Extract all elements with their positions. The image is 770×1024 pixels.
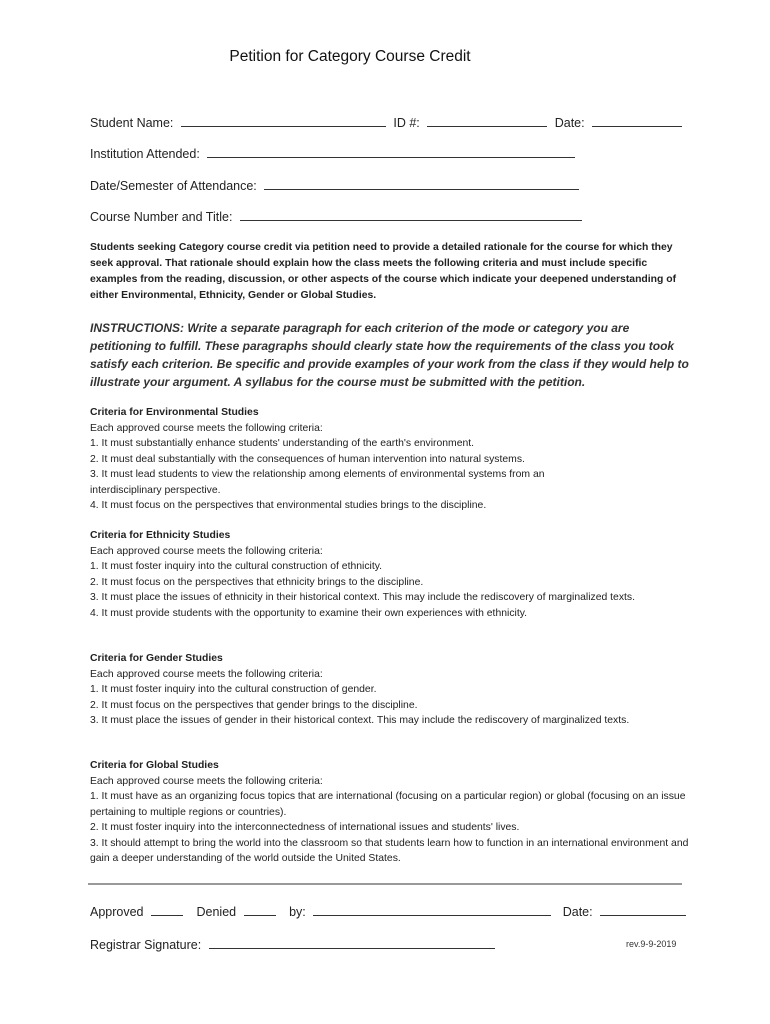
semester-label: Date/Semester of Attendance: [90,179,257,193]
denied-label: Denied [196,905,237,919]
approval-date-field[interactable] [600,903,686,916]
list-item: 2. It must foster inquiry into the interconnectedness of international issues and students' lives. [90,822,520,833]
list-item: 1. It must foster inquiry into the cultural construction of ethnicity. [90,561,383,572]
list-item: 1. It must substantially enhance students' understanding of the earth's environment. [90,438,475,449]
date-label: Date: [554,116,585,130]
by-field[interactable] [313,903,551,916]
list-item: 2. It must focus on the perspectives that gender brings to the discipline. [90,699,418,711]
criteria-heading: Criteria for Ethnicity Studies [90,530,231,541]
list-item: 1. It must have as an organizing focus topics that are international (focusing on a particular region) or global (focusing on an issue pertaining to multiple regions or countries). [90,791,686,818]
criteria-heading: Criteria for Global Studies [90,760,219,771]
by-label: by: [289,905,306,919]
registrar-label: Registrar Signature: [90,938,202,952]
syllabus-note: A syllabus for the course must be submitted with the petition. [233,375,586,389]
list-item: 2. It must focus on the perspectives that ethnicity brings to the discipline. [90,576,424,588]
criteria-heading: Criteria for Gender Studies [90,653,223,664]
list-item: 3. It must place the issues of ethnicity in their historical context. This may include the rediscovery of marginalized texts. [90,592,635,603]
student-name-field[interactable] [181,114,386,127]
semester-field[interactable] [264,177,579,190]
list-item: 2. It must deal substantially with the consequences of human intervention into natural systems. [90,453,525,465]
criteria-intro: Each approved course meets the following criteria: [90,545,323,557]
instructions-body: Write a separate paragraph for each criterion of the mode or category you are petitioning to fulfill. These paragraphs should clearly state how the requirements of the class you took satisfy each criterion. Be specific and provide examples of your work from the class if they would help to illustrate your argument. [90,321,689,389]
list-item: 3. It must lead students to view the relationship among elements of environmental systems from an interdisciplinary perspective. [90,469,545,496]
course-label: Course Number and Title: [90,210,233,224]
list-item: 4. It must focus on the perspectives that environmental studies brings to the discipline. [90,500,487,511]
approval-row [90,903,690,919]
registrar-row [90,936,499,952]
institution-label: Institution Attended: [90,147,200,161]
id-field[interactable] [427,114,547,127]
course-row [90,208,586,224]
list-item: 3. It must place the issues of gender in their historical context. This may include the rediscovery of marginalized texts. [90,715,630,726]
criteria-intro: Each approved course meets the following criteria: [90,422,323,434]
id-label: ID #: [393,116,420,130]
list-item: 4. It must provide students with the opportunity to examine their own experiences with ethnicity. [90,607,528,619]
student-name-label: Student Name: [90,116,174,130]
instructions-label: INSTRUCTIONS: [90,321,184,335]
instructions-paragraph [90,319,690,391]
criteria-intro: Each approved course meets the following criteria: [90,668,323,680]
approved-field[interactable] [151,903,183,916]
approved-label: Approved [90,905,144,919]
list-item: 1. It must foster inquiry into the cultural construction of gender. [90,684,377,695]
criteria-gender [90,651,690,729]
criteria-intro: Each approved course meets the following criteria: [90,775,323,787]
semester-row [90,177,583,193]
course-field[interactable] [240,208,582,221]
revision-note: rev.9-9-2019 [626,939,677,949]
criteria-heading: Criteria for Environmental Studies [90,407,259,418]
institution-row [90,145,579,161]
intro-paragraph: Students seeking Category course credit via petition need to provide a detailed rationale for the course for which they seek approval. That rationale should explain how the class meets the following criteria and must include specific examples from the reading, discussion, or other aspects of the course which indicate your deepened understanding of either Environmental, Ethnicity, Gender or Global Studies. [90,242,677,301]
list-item: 3. It should attempt to bring the world into the classroom so that students learn how to function in an international environment and gain a deeper understanding of the world outside the United States. [90,837,689,864]
date-field[interactable] [592,114,682,127]
criteria-global [90,758,690,867]
approval-date-label: Date: [562,905,593,919]
institution-field[interactable] [207,145,575,158]
student-info-row [90,114,686,130]
registrar-signature-field[interactable] [209,936,495,949]
denied-field[interactable] [244,903,276,916]
criteria-ethnicity [90,528,690,621]
divider [88,883,682,885]
criteria-environmental [90,405,690,514]
document-title: Petition for Category Course Credit [229,48,471,65]
